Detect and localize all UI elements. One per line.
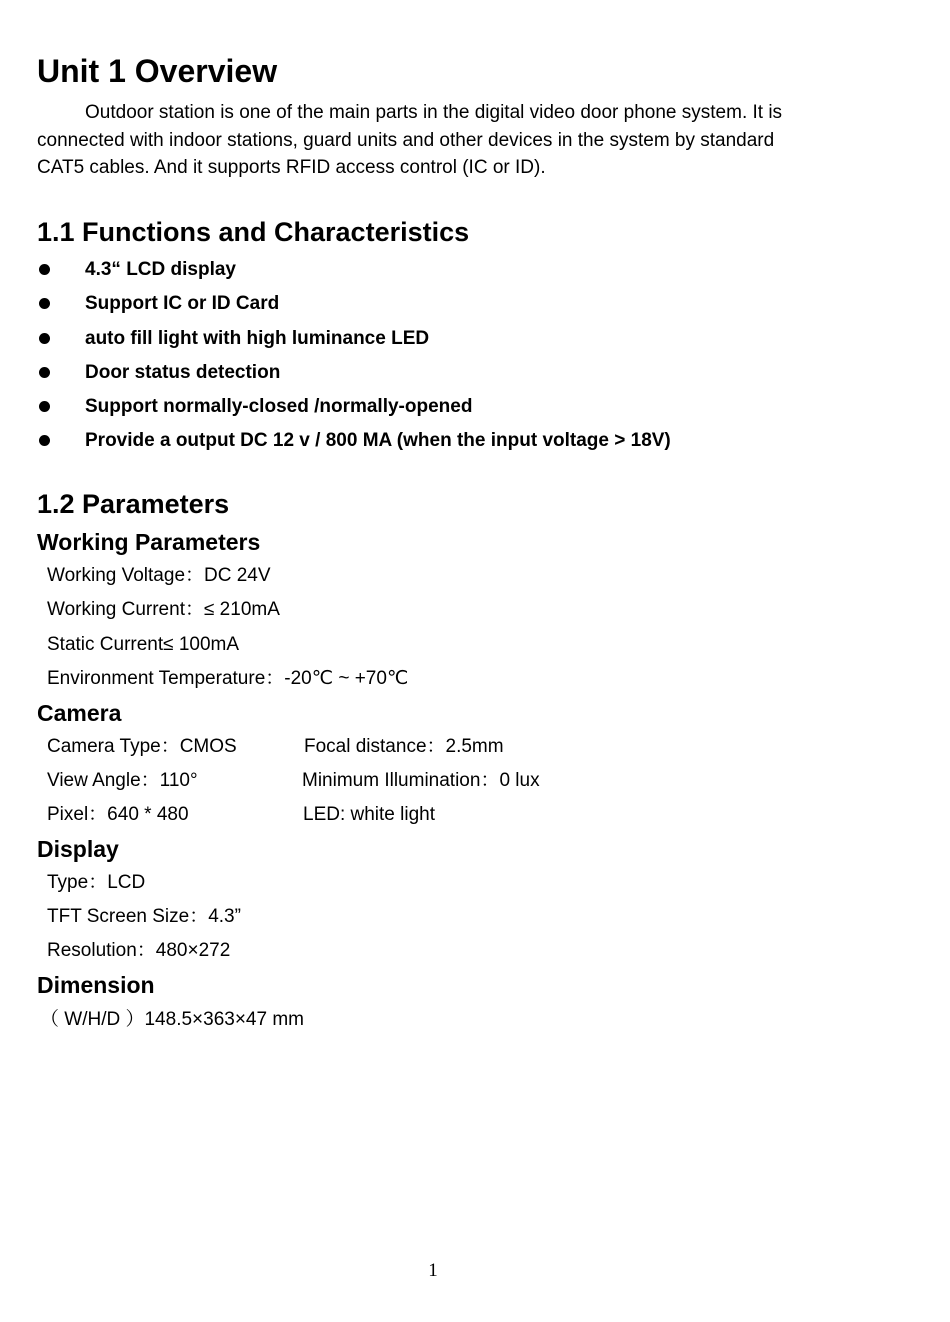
view-angle: View Angle：110° bbox=[47, 770, 198, 791]
display-heading: Display bbox=[37, 836, 119, 862]
document-page: Unit 1 Overview Outdoor station is one of the main parts in the digital video door phone system. It is connected with indoor stations, guard units and other devices in the system by standard CAT5 cables. And it supports RFID access control (IC or ID). 1.1 Functions and Characteristics 4.3“ LCD display Support IC or ID Card auto fill light with high luminance LED Door status detection Support normally-closed /normally-opened Provide a output DC 12 v / 800 MA (when the input voltage > 18V) 1.2 Parameters Working Parameters Working Voltage：DC 24V Working Current：≤ 210mA Static Current≤ 100mA Environment Temperature：-20℃ ~ +70℃ Camera Camera Type：CMOS Focal distance：2.5mm View Angle：110° Minimum Illumination：0 lux Pixel：640 * 480 LED: white light Display Type：LCD TFT Screen Size：4.3” Resolution：480×272 Dimension （ W/H/D ）148.5×363×47 mm 1 bbox=[0, 0, 950, 1322]
intro-line: connected with indoor stations, guard units and other devices in the system by standard bbox=[37, 129, 775, 151]
bullet-icon bbox=[39, 333, 50, 344]
intro-paragraph bbox=[37, 99, 857, 182]
parameters-heading: 1.2 Parameters bbox=[37, 489, 230, 519]
unit-title: Unit 1 Overview bbox=[37, 53, 278, 89]
bullet-icon bbox=[39, 435, 50, 446]
minimum-illumination: Minimum Illumination：0 lux bbox=[302, 770, 540, 791]
camera-heading: Camera bbox=[37, 700, 122, 726]
intro-line: CAT5 cables. And it supports RFID access control (IC or ID). bbox=[37, 157, 546, 178]
resolution: Resolution：480×272 bbox=[47, 940, 231, 961]
dimension-heading: Dimension bbox=[37, 972, 155, 998]
working-current: Working Current：≤ 210mA bbox=[47, 599, 280, 620]
led-type: LED: white light bbox=[303, 804, 436, 825]
functions-heading: 1.1 Functions and Characteristics bbox=[37, 217, 470, 247]
bullet-icon bbox=[39, 401, 50, 412]
display-type: Type：LCD bbox=[47, 872, 146, 893]
bullet-icon bbox=[39, 367, 50, 378]
working-voltage: Working Voltage：DC 24V bbox=[47, 565, 271, 586]
environment-temperature: Environment Temperature：-20℃ ~ +70℃ bbox=[47, 668, 409, 689]
bullet-icon bbox=[39, 264, 50, 275]
working-parameters-heading: Working Parameters bbox=[37, 529, 261, 555]
bullet-icon bbox=[39, 298, 50, 309]
dimension-value: （ W/H/D ）148.5×363×47 mm bbox=[40, 1009, 304, 1030]
pixel: Pixel：640 * 480 bbox=[47, 804, 189, 825]
focal-distance: Focal distance：2.5mm bbox=[304, 736, 504, 757]
screen-size: TFT Screen Size：4.3” bbox=[47, 906, 241, 927]
intro-line: Outdoor station is one of the main parts in the digital video door phone system. It is bbox=[85, 102, 783, 123]
camera-type: Camera Type：CMOS bbox=[47, 736, 237, 757]
page-number: 1 bbox=[428, 1260, 438, 1281]
static-current: Static Current≤ 100mA bbox=[47, 634, 240, 655]
